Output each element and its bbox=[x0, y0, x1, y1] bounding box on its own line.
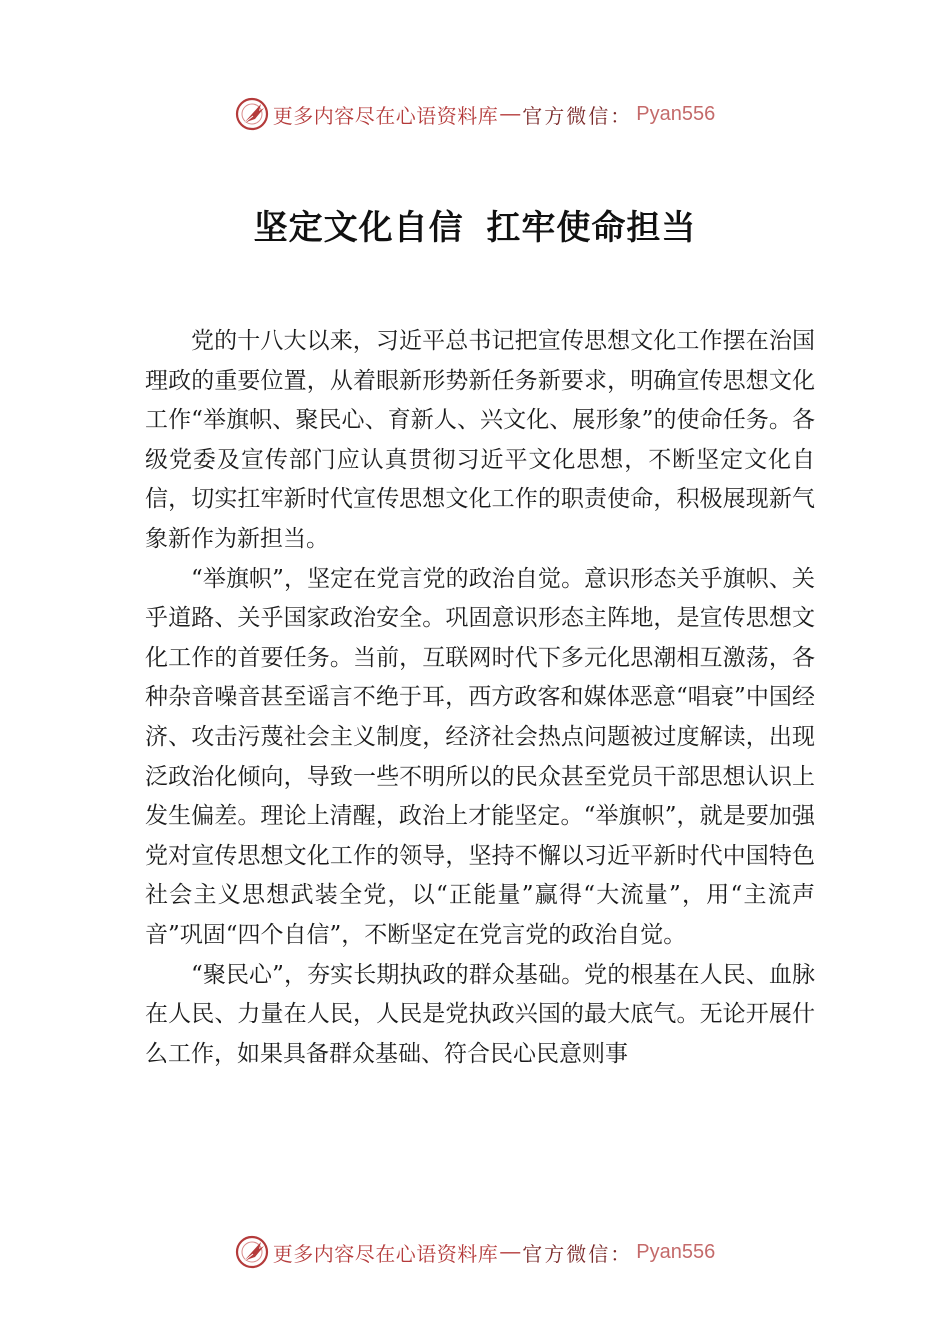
watermark-brand-text: 更多内容尽在心语资料库 bbox=[272, 1241, 499, 1266]
watermark-footer bbox=[0, 1232, 950, 1272]
quill-logo-icon bbox=[235, 1235, 269, 1269]
watermark-label: 官方微信： bbox=[522, 103, 633, 128]
paragraph: “聚民心”，夯实长期执政的群众基础。党的根基在人民、血脉在人民、力量在人民，人民是党执政兴国的最大底气。无论开展什么工作，如果具备群众基础、符合民心民意则事 bbox=[145, 961, 815, 1067]
quill-logo-icon bbox=[235, 97, 269, 131]
watermark-separator: — bbox=[500, 1240, 521, 1263]
paragraph: “举旗帜”，坚定在党言党的政治自觉。意识形态关乎旗帜、关乎道路、关乎国家政治安全。巩固意识形态主阵地，是宣传思想文化工作的首要任务。当前，互联网时代下多元化思潮相互激荡，各种杂音噪音甚至谣言不绝于耳，西方政客和媒体恶意“唱衰”中国经济、攻击污蔑社会主义制度，经济社会热点问题被过度解读，出现泛政治化倾向，导致一些不明所以的民众甚至党员干部思想认识上发生偏差。理论上清醒，政治上才能坚定。“举旗帜”，就是要加强党对宣传思想文化工作的领导，坚持不懈以习近平新时代中国特色社会主义思想武装全党，以“正能量”赢得“大流量”，用“主流声音”巩固“四个自信”，不断坚定在党言党的政治自觉。 bbox=[145, 565, 815, 948]
document-title: 坚定文化自信 扛牢使命担当 bbox=[253, 208, 697, 248]
watermark-wechat-id: Pyan556 bbox=[636, 1240, 716, 1263]
document-body bbox=[145, 322, 815, 1074]
watermark-separator: — bbox=[500, 102, 521, 125]
watermark-wechat-id: Pyan556 bbox=[636, 102, 716, 125]
paragraph: 党的十八大以来，习近平总书记把宣传思想文化工作摆在治国理政的重要位置，从着眼新形势新任务新要求，明确宣传思想文化工作“举旗帜、聚民心、育新人、兴文化、展形象”的使命任务。各级党委及宣传部门应认真贯彻习近平文化思想，不断坚定文化自信，切实扛牢新时代宣传思想文化工作的职责使命，积极展现新气象新作为新担当。 bbox=[145, 328, 815, 552]
watermark-header bbox=[0, 94, 950, 134]
watermark-brand-text: 更多内容尽在心语资料库 bbox=[272, 103, 499, 128]
watermark-label: 官方微信： bbox=[522, 1241, 633, 1266]
